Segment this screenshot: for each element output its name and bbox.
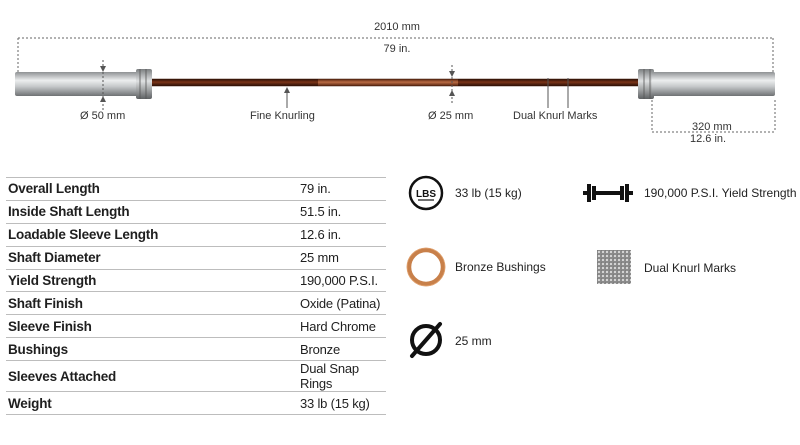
table-row xyxy=(6,315,386,338)
left-collar xyxy=(136,69,152,99)
table-row xyxy=(6,338,386,361)
yield-feature-label: 190,000 P.S.I. Yield Strength xyxy=(644,186,797,200)
table-row xyxy=(6,269,386,292)
overall-length-mm: 2010 mm xyxy=(374,21,420,33)
weight-badge-text: LBS xyxy=(416,189,436,200)
barbell-icon xyxy=(583,182,633,204)
spec-table xyxy=(6,177,386,415)
spec-label: Sleeves Attached xyxy=(6,361,298,392)
shaft-diameter-label: Ø 25 mm xyxy=(428,110,474,122)
barbell-drawing xyxy=(0,0,800,150)
spec-label: Shaft Diameter xyxy=(6,246,298,269)
spec-value: 79 in. xyxy=(298,178,386,201)
spec-value: Dual Snap Rings xyxy=(298,361,386,392)
table-row xyxy=(6,246,386,269)
table-row xyxy=(6,178,386,201)
spec-label: Shaft Finish xyxy=(6,292,298,315)
sleeve-diameter-label: Ø 50 mm xyxy=(80,110,126,122)
weight-badge-icon xyxy=(408,175,444,211)
weight-feature-label: 33 lb (15 kg) xyxy=(455,186,522,200)
spec-value: 33 lb (15 kg) xyxy=(298,392,386,415)
spec-label: Sleeve Finish xyxy=(6,315,298,338)
sleeve-length-in: 12.6 in. xyxy=(690,133,727,145)
table-row xyxy=(6,223,386,246)
knurl-marks-label: Dual Knurl Marks xyxy=(513,110,598,122)
overall-length-in: 79 in. xyxy=(383,43,411,55)
table-row xyxy=(6,292,386,315)
spec-label: Inside Shaft Length xyxy=(6,200,298,223)
table-row xyxy=(6,200,386,223)
spec-label: Weight xyxy=(6,392,298,415)
table-row xyxy=(6,361,386,392)
right-collar xyxy=(638,69,654,99)
spec-value: Bronze xyxy=(298,338,386,361)
spec-label: Overall Length xyxy=(6,178,298,201)
diameter-feature-label: 25 mm xyxy=(455,334,492,348)
right-sleeve xyxy=(652,72,775,96)
spec-value: 12.6 in. xyxy=(298,223,386,246)
knurl-texture-icon xyxy=(597,250,631,284)
spec-label: Bushings xyxy=(6,338,298,361)
spec-label: Yield Strength xyxy=(6,269,298,292)
bronze-ring-icon xyxy=(406,247,446,287)
bushings-feature-label: Bronze Bushings xyxy=(455,260,546,274)
knurl-label: Fine Knurling xyxy=(250,110,315,122)
spec-label: Loadable Sleeve Length xyxy=(6,223,298,246)
left-sleeve xyxy=(15,72,140,96)
table-row xyxy=(6,392,386,415)
spec-value: 190,000 P.S.I. xyxy=(298,269,386,292)
spec-value: 25 mm xyxy=(298,246,386,269)
spec-value: 51.5 in. xyxy=(298,200,386,223)
spec-value: Hard Chrome xyxy=(298,315,386,338)
diameter-icon xyxy=(406,320,446,360)
sleeve-length-mm: 320 mm xyxy=(692,121,732,133)
knurl-feature-label: Dual Knurl Marks xyxy=(644,261,737,275)
spec-value: Oxide (Patina) xyxy=(298,292,386,315)
